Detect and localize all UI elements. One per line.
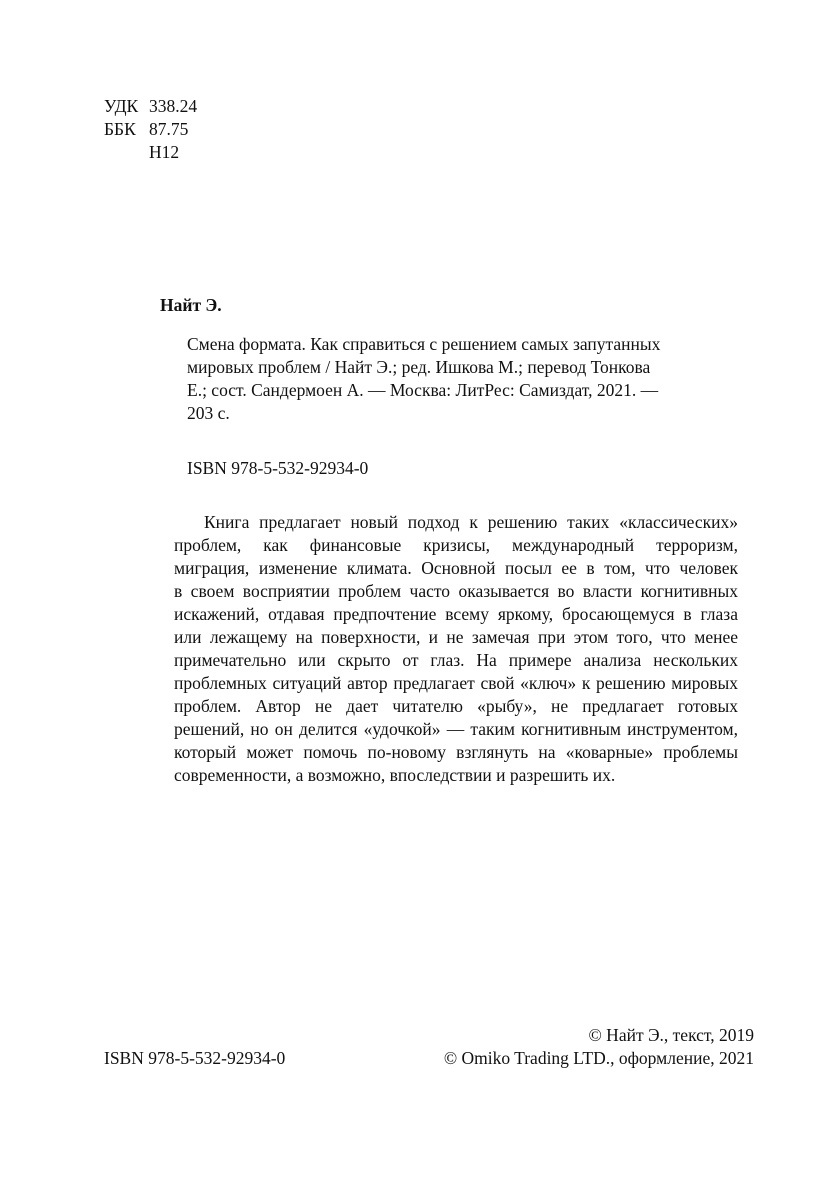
- annotation-line: проблем. Автор не дает читателю «рыбу», не предлагает готовых: [174, 696, 738, 716]
- author-heading: Найт Э.: [160, 295, 222, 315]
- bbk-value: 87.75: [149, 119, 189, 139]
- bib-line: мировых проблем / Найт Э.; ред. Ишкова М.; перевод Тонкова: [187, 357, 651, 377]
- udk-value: 338.24: [149, 96, 198, 116]
- annotation-line: Книга предлагает новый подход к решению таких «классических»: [204, 512, 738, 532]
- footer-isbn: ISBN 978-5-532-92934-0: [104, 1048, 286, 1068]
- isbn: ISBN 978-5-532-92934-0: [187, 458, 369, 478]
- bib-line: 203 с.: [187, 403, 230, 423]
- annotation-line: проблемных ситуаций автор предлагает свой «ключ» к решению мировых: [174, 673, 738, 693]
- annotation-line: современности, а возможно, впоследствии и разрешить их.: [174, 765, 616, 785]
- bbk-row: [104, 118, 197, 141]
- annotation-line: в своем восприятии проблем часто оказывается во власти когнитивных: [174, 581, 738, 601]
- bibliographic-description: [187, 333, 707, 425]
- annotation: [174, 511, 738, 787]
- classification-block: [104, 95, 197, 164]
- copyright-text: © Найт Э., текст, 2019: [588, 1025, 754, 1045]
- annotation-line: который может помочь по-новому взглянуть на «коварные» проблемы: [174, 742, 738, 762]
- udk-row: [104, 95, 197, 118]
- annotation-line: искажений, отдавая предпочтение всему яркому, бросающемуся в глаза: [174, 604, 738, 624]
- bbk-label: ББК: [104, 119, 136, 139]
- annotation-line: проблем, как финансовые кризисы, международный терроризм,: [174, 535, 738, 555]
- author-mark: Н12: [149, 142, 180, 162]
- annotation-line: миграция, изменение климата. Основной посыл ее в том, что человек: [174, 558, 738, 578]
- bib-line: Е.; сост. Сандермоен А. — Москва: ЛитРес: Самиздат, 2021. —: [187, 380, 659, 400]
- bib-line: Смена формата. Как справиться с решением самых запутанных: [187, 334, 661, 354]
- annotation-line: или лежащему на поверхности, и не замечая при этом того, что менее: [174, 627, 738, 647]
- annotation-line: примечательно или скрыто от глаз. На примере анализа нескольких: [174, 650, 738, 670]
- copyright-block: [444, 1024, 754, 1070]
- copyright-design: © Omiko Trading LTD., оформление, 2021: [443, 1048, 754, 1068]
- annotation-line: решений, но он делится «удочкой» — таким когнитивным инструментом,: [174, 719, 738, 739]
- udk-label: УДК: [104, 96, 139, 116]
- author-mark-row: [104, 141, 197, 164]
